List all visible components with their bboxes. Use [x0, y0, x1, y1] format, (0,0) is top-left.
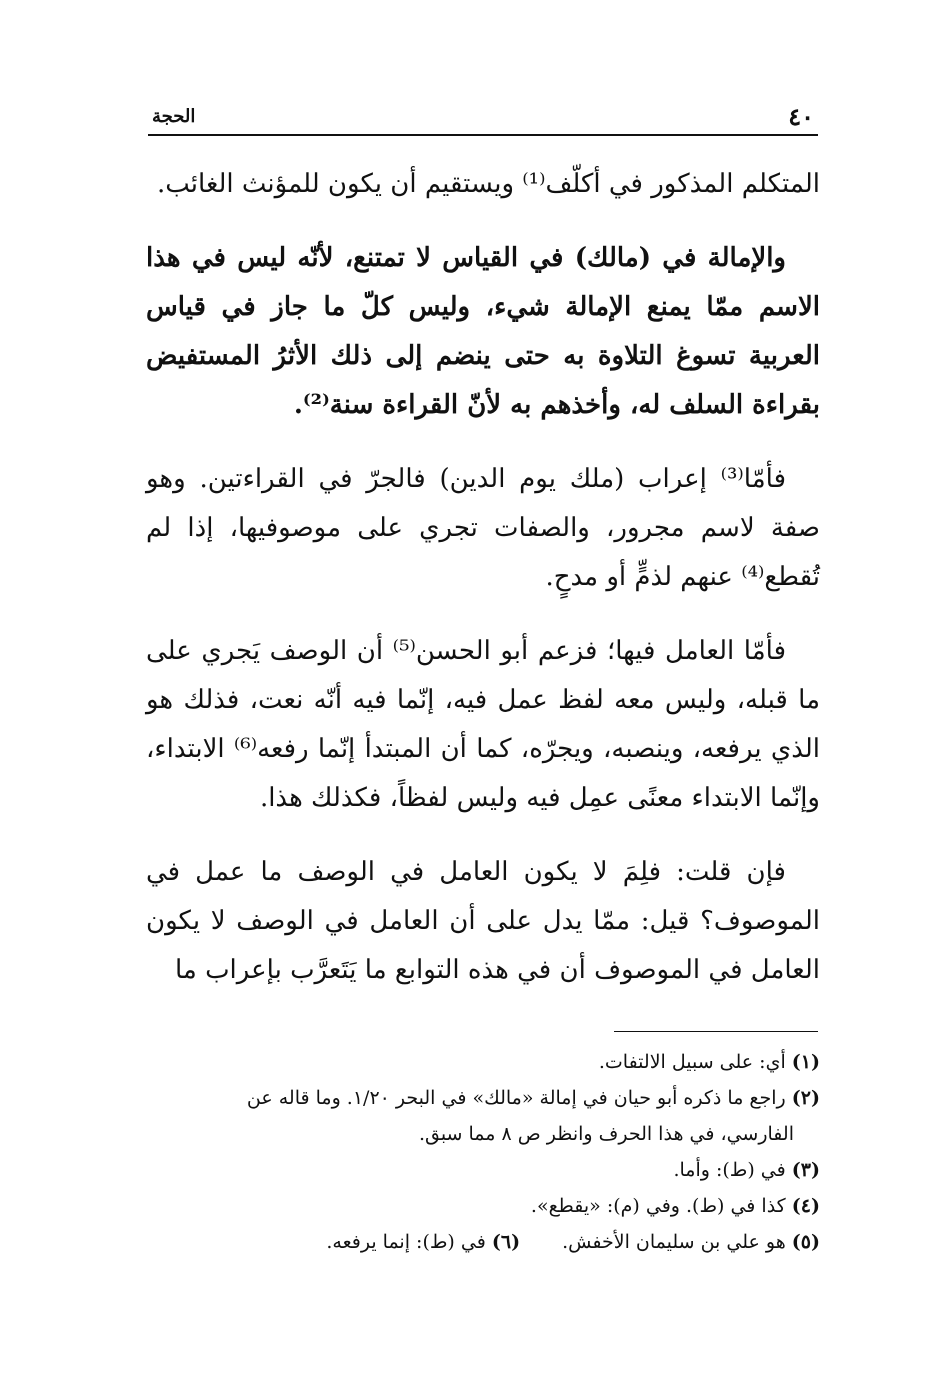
footnote-divider	[614, 1031, 818, 1032]
footnote-number: (٣)	[791, 1159, 820, 1181]
paragraph-2: والإمالة في (مالك) في القياس لا تمتنع، لأنّه ليس في هذا الاسم ممّا يمنع الإمالة شيء، وليس كلّ ما جاز في قياس العربية تسوغ التلاوة به حتى ينضم إلى ذلك الأثرُ المستفيض بقراءة السلف له، وأخذهم به لأنّ القراءة سنة⁽²⁾.	[146, 243, 820, 420]
paragraph-3: فأمّا⁽³⁾ إعراب (ملك يوم الدين) فالجرّ في القراءتين. وهو صفة لاسم مجرور، والصفات تجري على موصوفيها، إذا لم تُقطع⁽⁴⁾ عنهم لذمٍّ أو مدحٍ.	[146, 464, 820, 592]
footnote-number: (٢)	[791, 1087, 820, 1109]
footnotes	[150, 1044, 820, 1260]
footnote-2-continuation: الفارسي، في هذا الحرف وانظر ص ٨ مما سبق.	[418, 1123, 794, 1145]
footnote-text: هو علي بن سليمان الأخفش.	[562, 1231, 786, 1253]
footnote-4	[150, 1188, 820, 1224]
footnote-1	[150, 1044, 820, 1080]
page-number: ٤٠	[788, 102, 814, 131]
footnote-number: (٥)	[791, 1231, 820, 1253]
footnote-text: في (ط): إنما يرفعه.	[326, 1231, 486, 1253]
footnote-number: (١)	[791, 1051, 820, 1073]
footnote-text: في (ط): وأما.	[673, 1159, 786, 1181]
running-title: الحجة	[152, 106, 196, 127]
footnote-5-6	[150, 1224, 820, 1260]
footnote-text: أي: على سبيل الالتفات.	[598, 1051, 786, 1073]
footnote-3	[150, 1152, 820, 1188]
footnote-6	[326, 1224, 520, 1260]
footnote-2	[150, 1080, 820, 1116]
paragraph-5: فإن قلت: فلِمَ لا يكون العامل في الوصف ما عمل في الموصوف؟ قيل: ممّا يدل على أن العامل في الوصف لا يكون العامل في الموصوف أن في هذه التوابع ما يَتَعرَّب بإعراب ما	[146, 857, 820, 985]
footnote-number: (٤)	[791, 1195, 820, 1217]
footnote-text: راجع ما ذكره أبو حيان في إمالة «مالك» في البحر ١/٢٠. وما قاله عن	[246, 1087, 786, 1109]
footnote-number: (٦)	[491, 1231, 521, 1253]
main-text	[146, 160, 820, 1020]
header-divider	[148, 134, 818, 136]
paragraph-1: المتكلم المذكور في أكلّف⁽¹⁾ ويستقيم أن يكون للمؤنث الغائب.	[156, 169, 820, 199]
page-header	[148, 100, 818, 136]
paragraph-4: فأمّا العامل فيها؛ فزعم أبو الحسن⁽⁵⁾ أن الوصف يَجري على ما قبله، وليس معه لفظ عمل فيه، إنّما فيه أنّه نعت، فذلك هو الذي يرفعه، وينصبه، ويجرّه، كما أن المبتدأ إنّما رفعه⁽⁶⁾ الابتداء، وإنّما الابتداء معنًى عمِل فيه وليس لفظاً، فكذلك هذا.	[146, 636, 820, 813]
footnote-text: كذا في (ط). وفي (م): «يقطع».	[530, 1195, 786, 1217]
